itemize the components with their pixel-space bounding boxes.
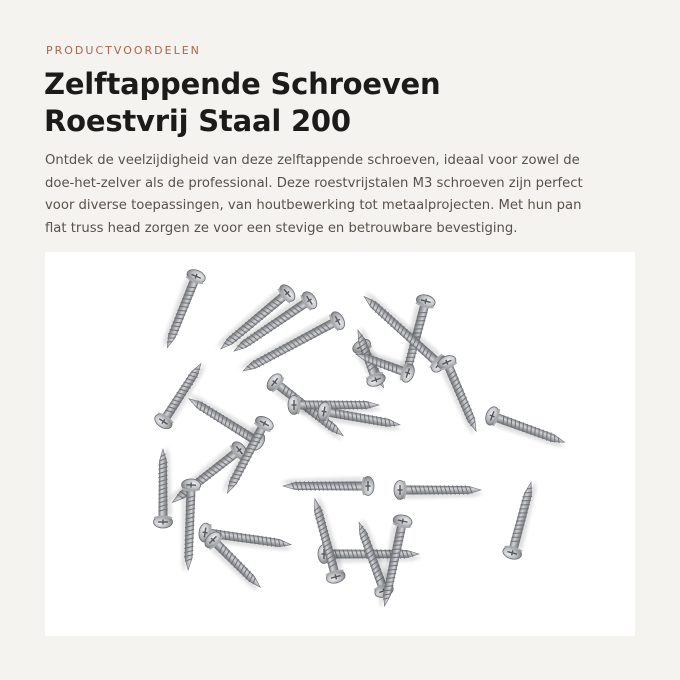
screw [501,477,541,561]
screw [157,267,207,354]
screws-illustration [45,252,635,636]
screw [483,405,570,452]
screw [436,353,486,438]
screw [152,356,210,432]
screw [280,477,374,496]
product-title [44,66,634,140]
product-description: Ontdek de veelzijdigheid van deze zelftappende schroeven, ideaal voor zowel de doe-het-zelver als de professional. Deze roestvrijstalen M3 schroeven zijn perfect voor diverse toepassingen, van houtbewerking tot metaalprojecten. Met hun pan flat truss head zorgen ze voor een stevige en betrouwbare bevestiging. [45,153,583,236]
product-title-line-2: Roestvrij Staal 200 [44,104,351,138]
section-eyebrow: PRODUCTVOORDELEN [46,44,201,57]
product-title-line-1: Zelftappende Schroeven [44,67,441,101]
screw [305,493,347,585]
screw [154,446,173,528]
product-photo [45,252,635,636]
screw [394,481,484,500]
